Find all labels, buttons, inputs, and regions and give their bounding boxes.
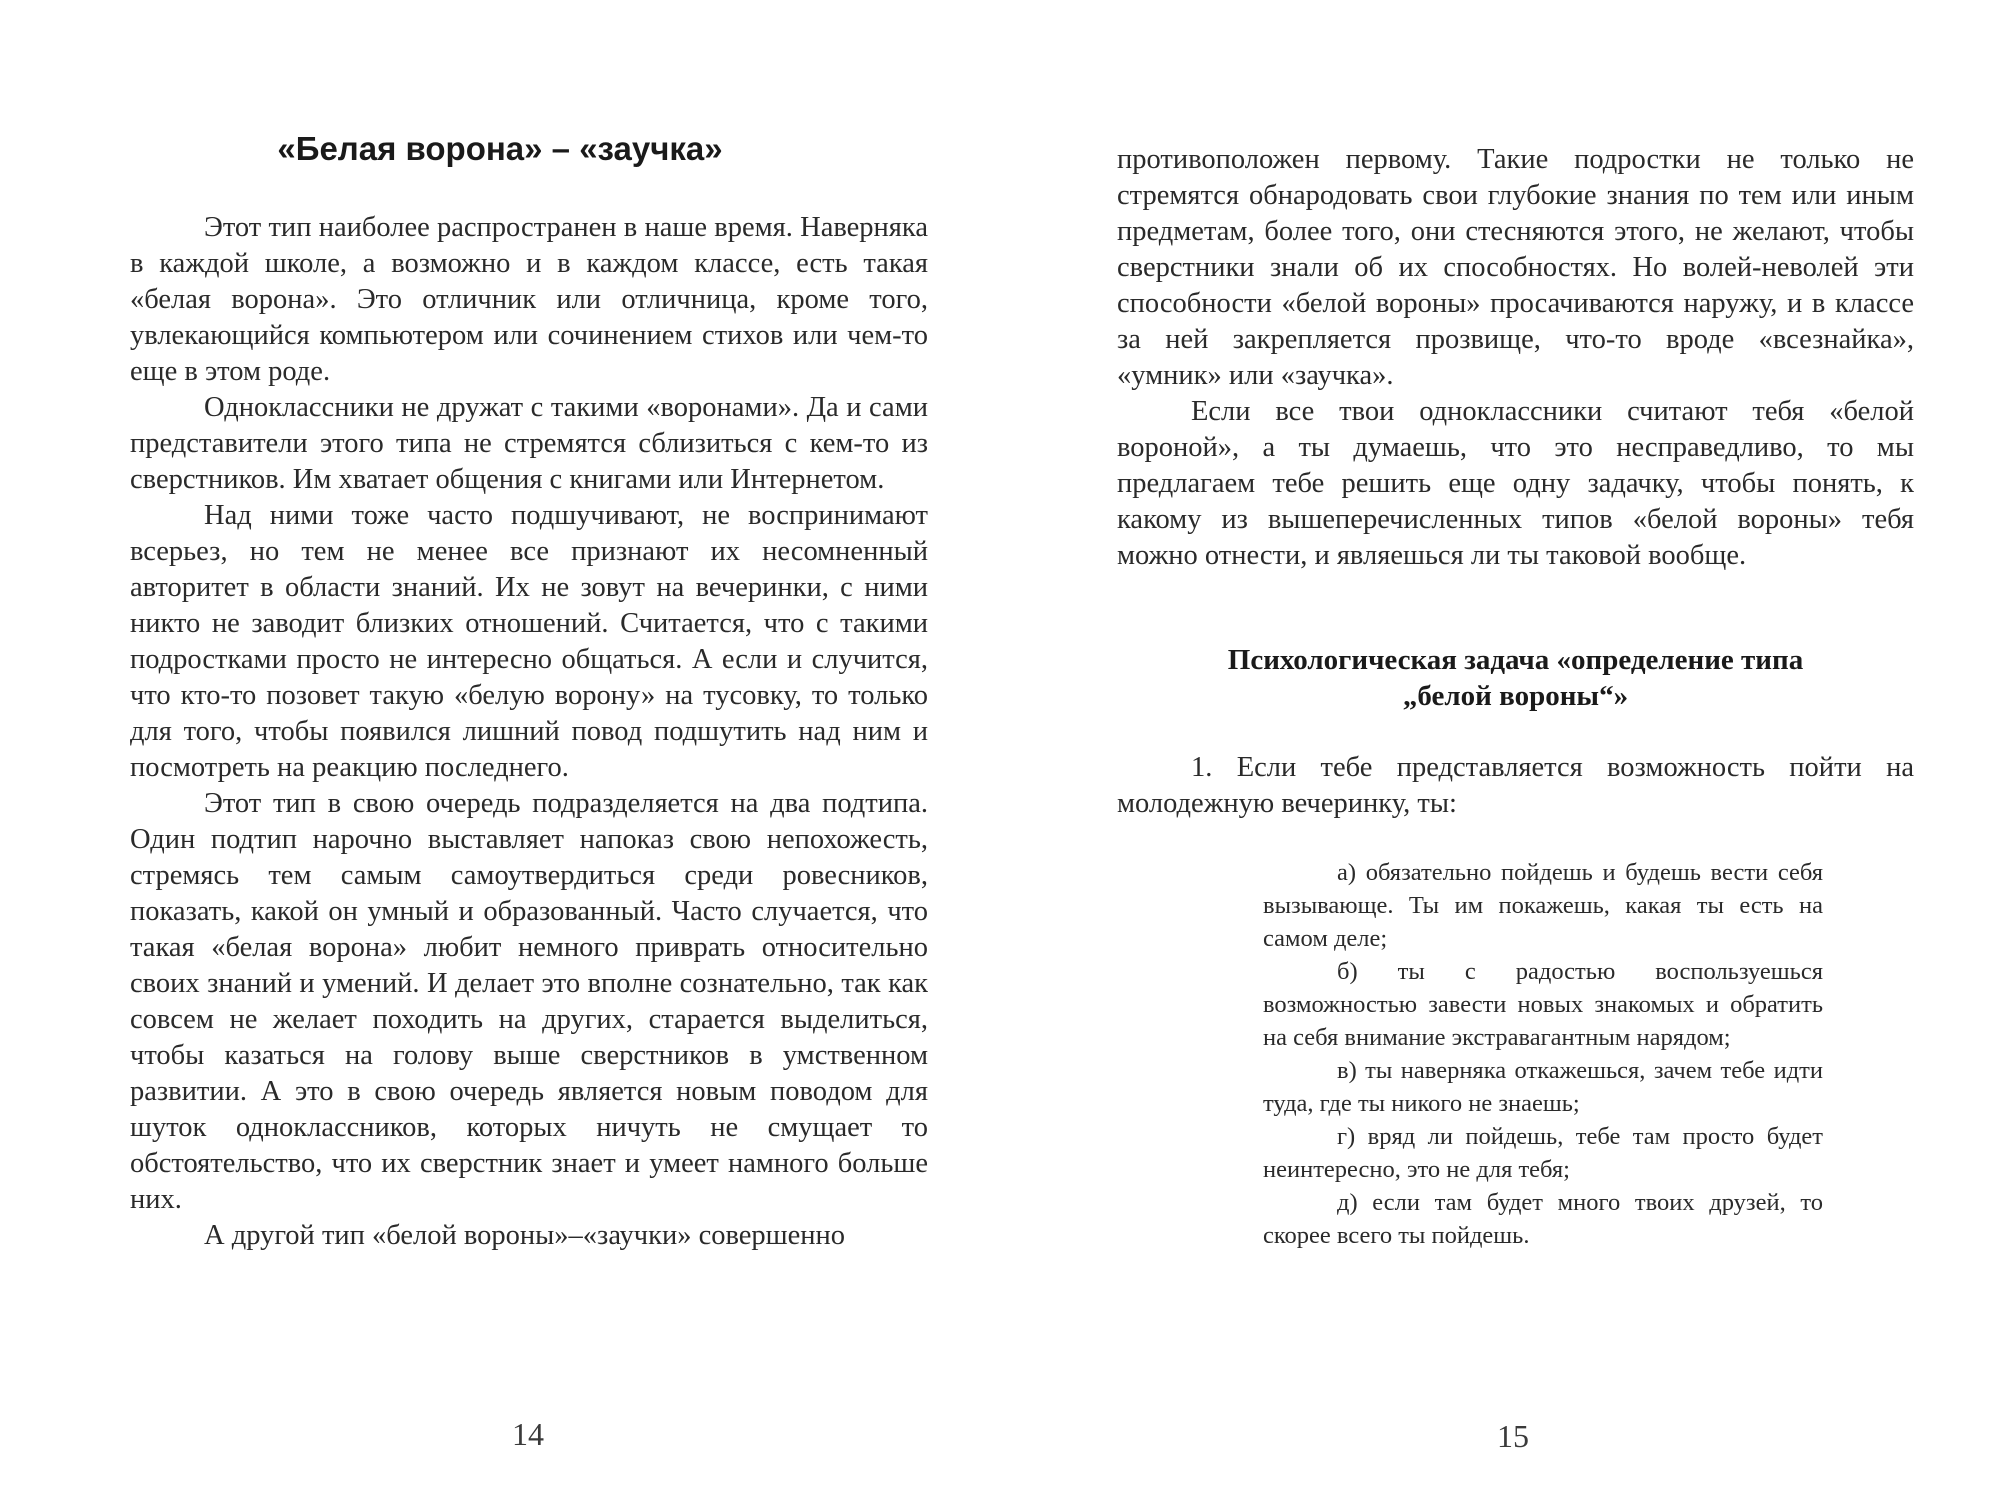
right-page: [1000, 0, 2000, 1488]
page-number: 15: [1497, 1418, 1529, 1454]
paragraph: Этот тип наиболее распространен в наше время. Наверняка в каждой школе, а возможно и в каждом классе, есть такая «белая ворона». Это отличник или отличница, кроме того, увлекающийся компьютером или сочинением стихов или чем-то еще в этом роде.: [130, 212, 928, 387]
chapter-heading: «Белая ворона» – «заучка»: [277, 130, 723, 167]
page-number: 14: [512, 1416, 544, 1452]
answer-option-b: б) ты с радостью воспользуешься возможностью завести новых знакомых и обратить на себя внимание экстравагантным нарядом;: [1263, 958, 1823, 1051]
task-title: [1117, 642, 1914, 714]
task-title-line: „белой вороны“»: [1402, 680, 1629, 712]
answer-option-a: а) обязательно пойдешь и будешь вести себя вызывающе. Ты им покажешь, какая ты есть на самом деле;: [1263, 859, 1823, 952]
task-title-line: Психологическая задача «определение типа: [1227, 644, 1804, 676]
answer-option-e: д) если там будет много твоих друзей, то скорее всего ты пойдешь.: [1263, 1189, 1823, 1249]
paragraph: противоположен первому. Такие подростки не только не стремятся обнародовать свои глубокие знания по тем или иным предметам, более того, они стесняются этого, не желают, чтобы сверстники знали об их способностях. Но волей-неволей эти способности «белой вороны» просачиваются наружу, и в классе за ней закрепляется прозвище, что-то вроде «всезнайка», «умник» или «заучка».: [1117, 144, 1914, 391]
paragraph: Над ними тоже часто подшучивают, не воспринимают всерьез, но тем не менее все признают их несомненный авторитет в области знаний. Их не зовут на вечеринки, с ними никто не заводит близких отношений. Считается, что с такими подростками просто не интересно общаться. А если и случится, что кто-то позовет такую «белую ворону» на тусовку, то только для того, чтобы появился лишний повод подшутить над ним и посмотреть на реакцию последнего.: [130, 500, 928, 783]
paragraph: Этот тип в свою очередь подразделяется на два подтипа. Один подтип нарочно выставляет напоказ свою непохожесть, стремясь тем самым самоутвердиться среди ровесников, показать, какой он умный и образованный. Часто случается, что такая «белая ворона» любит немного приврать относительно своих знаний и умений. И делает это вполне сознательно, так как совсем не желает походить на других, старается выделиться, чтобы казаться на голову выше сверстников в умственном развитии. А это в свою очередь является новым поводом для шуток одноклассников, которых ничуть не смущает то обстоятельство, что их сверстник знает и умеет намного больше них.: [130, 788, 928, 1215]
paragraph: Одноклассники не дружат с такими «воронами». Да и сами представители этого типа не стремятся сблизиться с кем-то из сверстников. Им хватает общения с книгами или Интернетом.: [130, 392, 928, 495]
answer-option-d: г) вряд ли пойдешь, тебе там просто будет неинтересно, это не для тебя;: [1263, 1123, 1823, 1183]
answer-options: [1263, 856, 1823, 1252]
answer-option-c: в) ты наверняка откажешься, зачем тебе идти туда, где ты никого не знаешь;: [1263, 1057, 1823, 1117]
left-body-text: [130, 210, 928, 1254]
right-body-text: [1117, 142, 1914, 574]
paragraph: Если все твои одноклассники считают тебя «белой вороной», а ты думаешь, что это несправедливо, то мы предлагаем тебе решить еще одну задачку, чтобы понять, к какому из вышеперечисленных типов «белой вороны» тебя можно отнести, и являешься ли ты таковой вообще.: [1117, 396, 1914, 571]
question-text: 1. Если тебе представляется возможность пойти на молодежную вечеринку, ты:: [1117, 752, 1914, 819]
question-1: [1117, 750, 1914, 822]
paragraph: А другой тип «белой вороны»–«заучки» совершенно: [204, 1220, 846, 1251]
